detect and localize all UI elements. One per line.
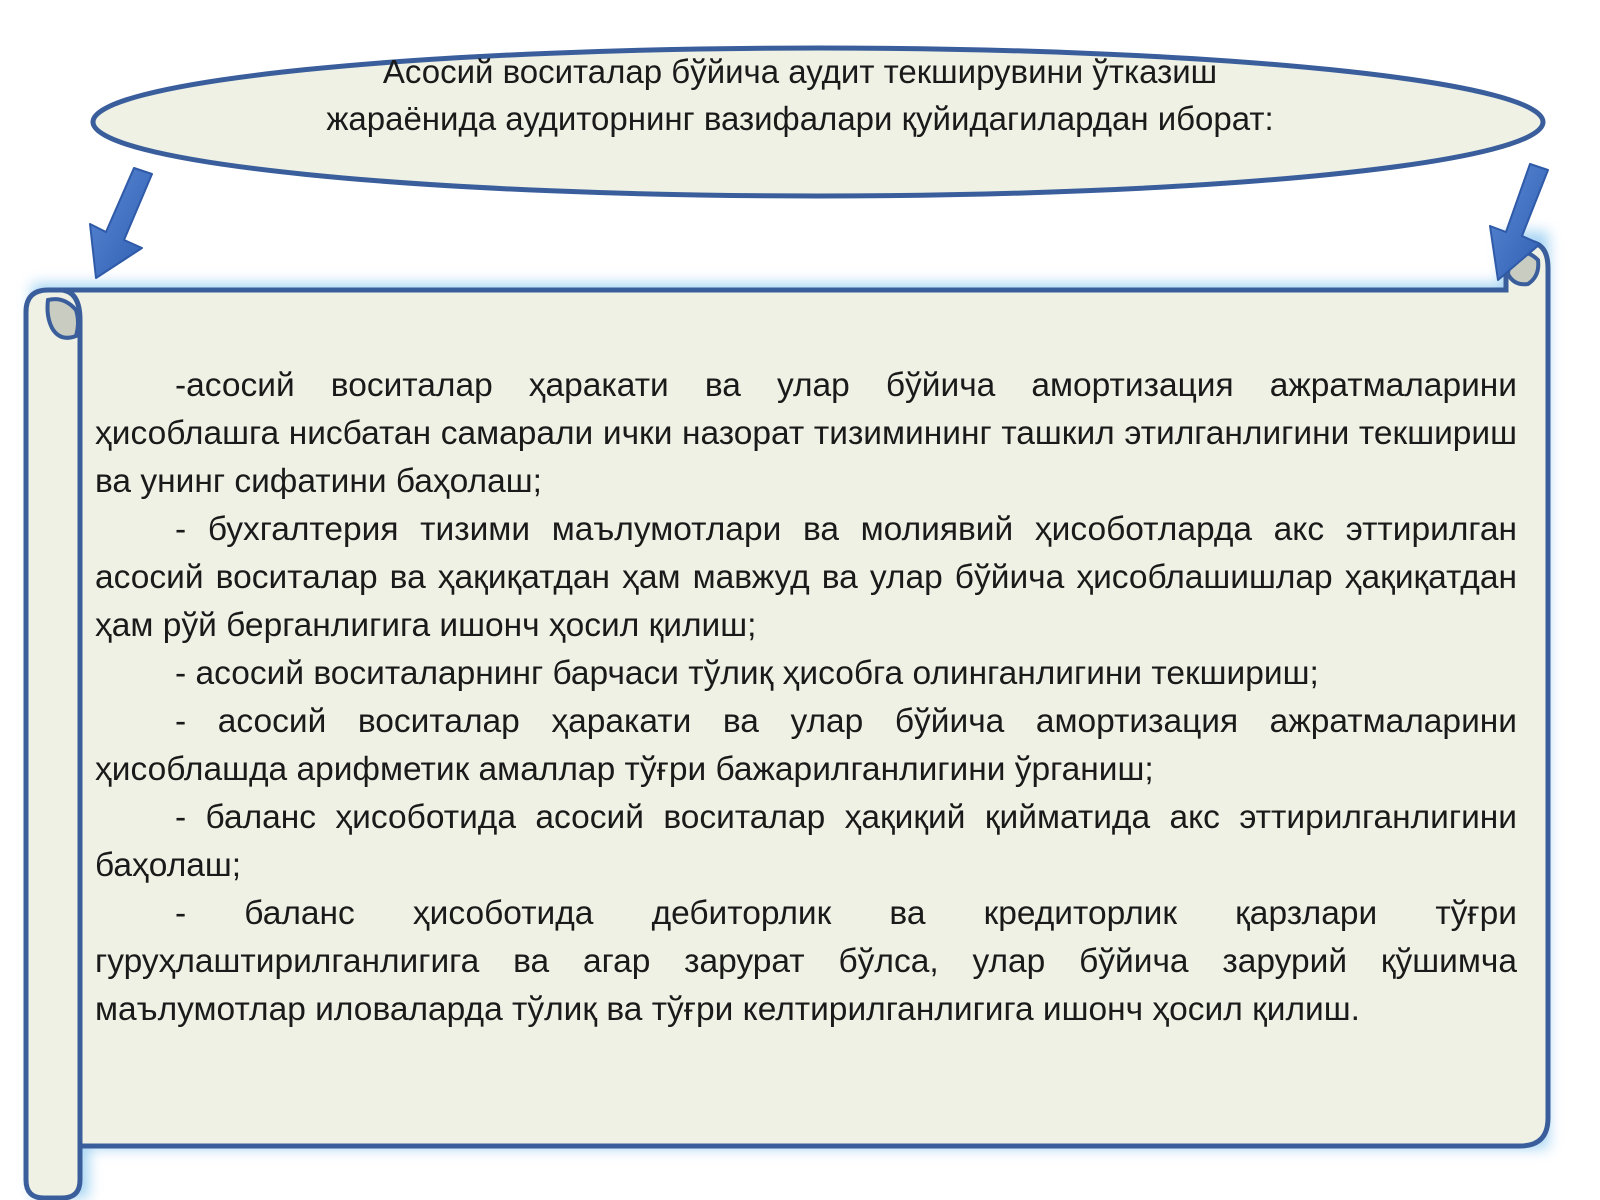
scroll-left-roll <box>26 290 80 1198</box>
left-arrow-icon <box>90 168 152 278</box>
list-item: - асосий воситалар ҳаракати ва улар бўйича амортизация ажратмаларини ҳисоблашда арифметик амаллар тўғри бажарилганлигини ўрганиш; <box>95 703 1517 788</box>
list-item: - бухгалтерия тизими маълумотлари ва молиявий ҳисоботларда акс эттирилган асосий воситалар ва ҳақиқатдан ҳам мавжуд ва улар бўйича ҳисоблашишлар ҳақиқатдан ҳам рўй берганлигига ишонч ҳосил қилиш; <box>95 511 1517 644</box>
list-item: - баланс ҳисоботида асосий воситалар ҳақиқий қийматида акс эттирилганлигини баҳолаш; <box>95 799 1517 884</box>
audit-tasks-list <box>95 362 1517 1034</box>
list-item: - баланс ҳисоботида дебиторлик ва кредиторлик қарзлари тўғри гуруҳлаштирилганлигига ва агар зарурат бўлса, улар бўйича зарурий қўшимча маълумотлар иловаларда тўлиқ ва тўғри келтирилганлигига ишонч ҳосил қилиш. <box>95 895 1517 1028</box>
heading-text: Асосий воситалар бўйича аудит текширувини ўтказиш жараёнида аудиторнинг вазифалари қуйидагилардан иборат: <box>326 53 1274 137</box>
list-item: - асосий воситаларнинг барчаси тўлиқ ҳисобга олинганлигини текшириш; <box>175 655 1319 692</box>
list-item: -асосий воситалар ҳаракати ва улар бўйича амортизация ажратмаларини ҳисоблашга нисбатан самарали ички назорат тизимининг ташкил этилганлигини текшириш ва унинг сифатини баҳолаш; <box>95 367 1517 500</box>
